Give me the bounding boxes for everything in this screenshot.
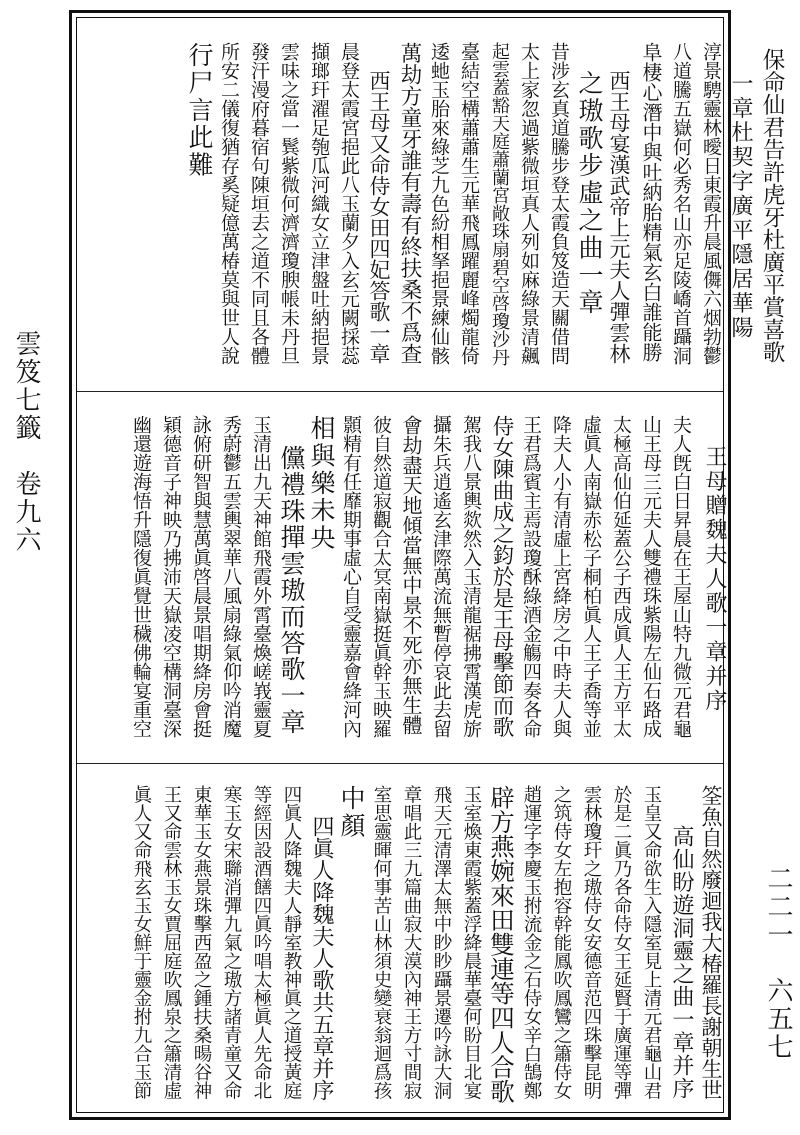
- text-column: 西王母宴漢武帝上元夫人彈雲林: [607, 70, 631, 364]
- text-column: 玉室煥東霞紫蓋浮絳晨華臺何盼目北宴: [461, 785, 482, 1100]
- text-column: 玉皇又命欲生入隱室見上清元君龜山君: [641, 785, 662, 1100]
- register-divider-upper: [77, 391, 723, 392]
- text-column: 會劫盡天地傾當無中景不死亦無生體: [399, 415, 423, 735]
- text-column: 筌魚自然廢迴我大椿羅長謝朝生世: [699, 785, 723, 1100]
- text-column: 臺結空構蕭蕭生元華飛鳳躍麗峰燭龍倚: [458, 42, 480, 365]
- text-column: 中顏: [337, 785, 366, 840]
- text-column: 秀蔚鬱五雲輿翠華八風扇綠氣仰吟消魔: [220, 415, 242, 738]
- text-column: 顥精有任靡期事虛心自受靈嘉會絳河內: [340, 415, 362, 738]
- text-column: 之筑侍女左抱容幹能鳳吹鳳鸞之簫侍女: [551, 785, 572, 1100]
- left-margin-title: 雲笈七籤 卷九六: [11, 330, 41, 554]
- text-column: 四眞人降魏夫人靜室教神眞之道授黃庭: [281, 785, 302, 1100]
- text-column: 侍女陳曲成之鈞於是王母擊節而歌: [489, 415, 514, 738]
- text-column: 逶虵玉胎來綠芝九色紛相拏挹景練仙骸: [428, 42, 450, 365]
- text-column: 一章杜契字廣平隱居華陽: [728, 72, 753, 341]
- text-column: 王母贈魏夫人歌一章并序: [702, 445, 727, 714]
- text-column: 飛天元清澤太無中眇眇躡景遷吟詠大洞: [431, 785, 452, 1100]
- text-column: 章唱此三九篇曲寂大漠內神王方寸間寂: [401, 785, 422, 1100]
- text-column: 駕我八景輿欻然入玉清龍裾拂霄漢虎旂: [460, 415, 482, 738]
- text-column: 萬劫方童牙誰有壽有終扶桑不爲查: [397, 42, 422, 365]
- text-column: 西王母又命侍女田四妃答歌一章: [367, 70, 391, 364]
- text-column: 高仙盼遊洞靈之曲一章并序: [669, 825, 694, 1100]
- text-column: 山王母三元夫人雙禮珠紫陽左仙石路成: [640, 415, 662, 738]
- text-column: 等經因設酒饍四眞吟唱太極眞人先命北: [251, 785, 272, 1100]
- text-column: 眞人又命飛玄玉女鮮于靈金拊九合玉節: [131, 785, 152, 1100]
- text-column: 雲味之當一鬂紫微何濟濟瓊腴帳未丹旦: [278, 42, 300, 365]
- text-column: 發汗漫府暮宿句陳垣去之道不同且各體: [248, 42, 270, 365]
- text-column: 起雲蓋豁天庭蕭蘭宮敞珠扇碧空啓瓊沙丹: [489, 42, 510, 366]
- text-column: 淳景騁靈林曖日東霞升晨風儛六烟勃鬱: [700, 42, 722, 365]
- text-column: 玉清出九天神館飛霞外霄臺煥嵯峩靈夏: [250, 415, 272, 738]
- text-column: 幽還遊海悟升隱復眞覺世穢佛輪宴重空: [130, 415, 152, 738]
- text-column: 相與樂未央: [307, 415, 336, 552]
- text-column: 擷瑯玕濯足匏瓜河織女立津盤吐納挹景: [308, 42, 330, 365]
- text-column: 降夫人小有清虛上宮絳房之中時夫人與: [550, 415, 572, 738]
- register-divider-lower: [77, 763, 723, 764]
- text-column: 儻禮珠撣雲璈而答歌一章: [277, 445, 306, 736]
- text-column: 東華玉女燕景珠擊西盈之鍾扶桑暘谷神: [191, 785, 212, 1100]
- text-column: 八道騰五嶽何必秀名山亦足陵嶠首躡洞: [670, 42, 692, 365]
- text-column: 趙運字李慶玉拊流金之石侍女辛白鵠鄭: [521, 785, 542, 1100]
- text-column: 四眞人降魏夫人歌共五章并序: [309, 815, 334, 1101]
- text-column: 王君爲賓主焉設瓊酥綠酒金觴四奏各命: [520, 415, 542, 738]
- text-column: 阜棲心潛中與吐納胎精氣玄白誰能勝: [639, 42, 663, 362]
- text-column: 之璈歌步虛之曲一章: [575, 70, 604, 317]
- text-column: 雲林瓊玕之璈侍女安德音范四珠擊昆明: [581, 785, 602, 1100]
- text-column: 辟方燕婉來田雙連等四人合歌: [487, 785, 516, 1104]
- text-column: 彼自然道寂觀合太冥南嶽挺眞幹玉映羅: [370, 415, 392, 738]
- text-column: 寒玉女宋聯消彈九氣之璈方諸青童又命: [221, 785, 242, 1100]
- text-column: 行尸言此難: [185, 42, 214, 179]
- text-column: 太上家忽過紫微垣真人列如麻綠景清飆: [518, 42, 540, 365]
- text-column: 保命仙君告許虎牙杜廣平賞喜歌: [759, 48, 785, 363]
- text-column: 太極高仙伯延蓋公子西成眞人王方平太: [610, 415, 632, 738]
- text-column: 詠俯研智與慧萬眞啓晨景唱期絳房會挺: [190, 415, 212, 738]
- text-column: 攝朱兵逍遙玄津際萬流無暫停哀此去留: [430, 415, 452, 738]
- text-column: 晨登太霞宮挹此八玉蘭夕入玄元闕採蕊: [338, 42, 360, 365]
- text-column: 室思靈暉何事苦山林須史變衰翁迴爲孩: [371, 785, 392, 1100]
- text-column: 夫人旣白日昇晨在王屋山特九微元君龜: [670, 415, 692, 738]
- text-column: 虛眞人南嶽赤松子桐柏眞人王子喬等並: [580, 415, 602, 738]
- text-column: 王又命雲林玉女賈屈庭吹鳳泉之簫清虛: [161, 785, 182, 1100]
- right-margin-page-number: 二二一 六五七: [763, 865, 793, 1061]
- text-column: 於是二眞乃各命侍女王延賢于廣運等彈: [611, 785, 632, 1100]
- text-column: 昔涉玄真道騰步登太霞負笈造天關借問: [548, 42, 570, 365]
- text-column: 所安二儀復猶存奚疑億萬椿莫與世人說: [218, 42, 240, 365]
- text-column: 穎德音子神映乃拂沛天嶽凌空構洞臺深: [160, 415, 182, 738]
